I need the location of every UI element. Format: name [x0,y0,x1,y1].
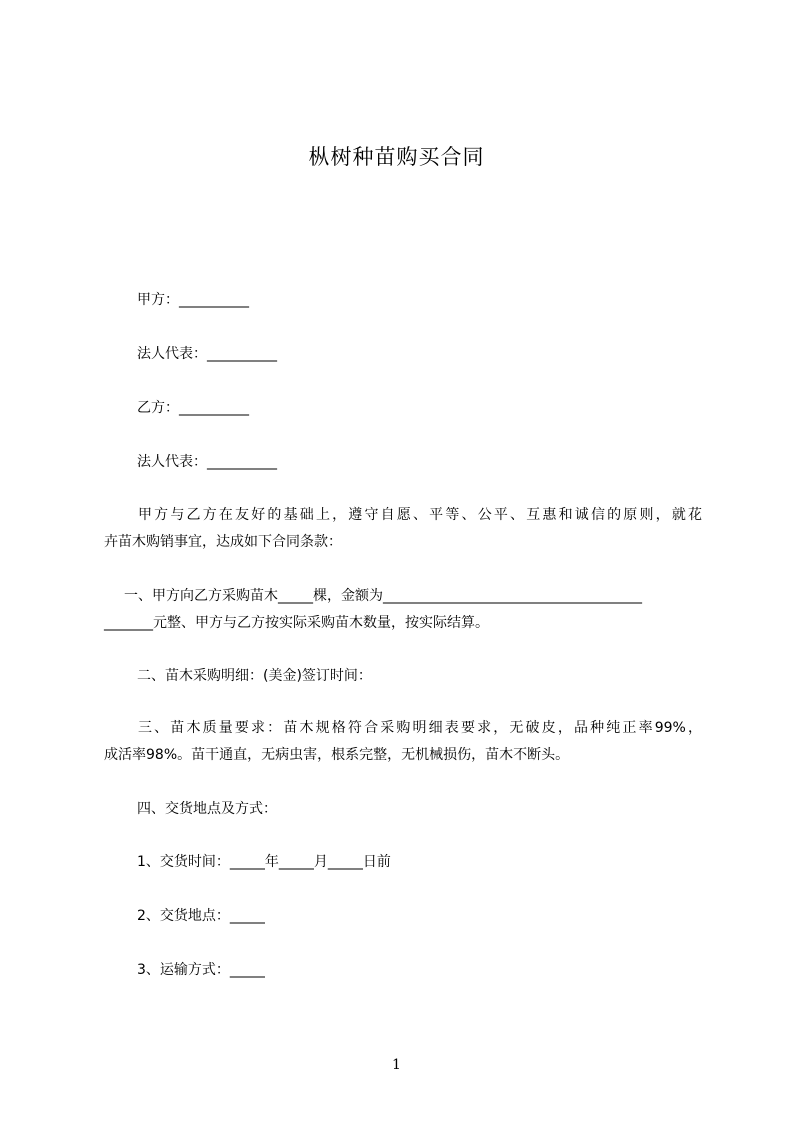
transport-method-line: 3、运输方式：_____ [137,962,265,978]
delivery-place-line: 2、交货地点：_____ [137,908,265,924]
party-b-legal-rep-line: 法人代表：__________ [137,454,277,470]
delivery-time-line: 1、交货时间：_____年_____月_____日前 [137,854,391,870]
clause-1-line-2: _______元整、甲方与乙方按实际采购苗木数量，按实际结算。 [104,615,489,631]
clause-1-line-1: 一、甲方向乙方采购苗木_____棵，金额为_____________________________________ [124,588,642,604]
document-title: 枞树种苗购买合同 [308,145,485,169]
clause-3-line-1: 三、苗木质量要求：苗木规格符合采购明细表要求，无破皮，品种纯正率99%， [138,720,702,736]
party-b-line: 乙方：__________ [137,400,249,416]
page-number: 1 [392,1057,401,1073]
party-a-line: 甲方：__________ [137,292,249,308]
party-a-legal-rep-line: 法人代表：__________ [137,346,277,362]
clause-4-heading: 四、交货地点及方式： [137,801,277,817]
clause-3-line-2: 成活率98%。苗干通直，无病虫害，根系完整，无机械损伤，苗木不断头。 [104,747,570,763]
clause-2-line: 二、苗木采购明细：(美金)签订时间： [137,668,372,684]
preamble-line-1: 甲方与乙方在友好的基础上，遵守自愿、平等、公平、互惠和诚信的原则，就花 [138,507,702,523]
preamble-line-2: 卉苗木购销事宜，达成如下合同条款： [104,534,342,550]
